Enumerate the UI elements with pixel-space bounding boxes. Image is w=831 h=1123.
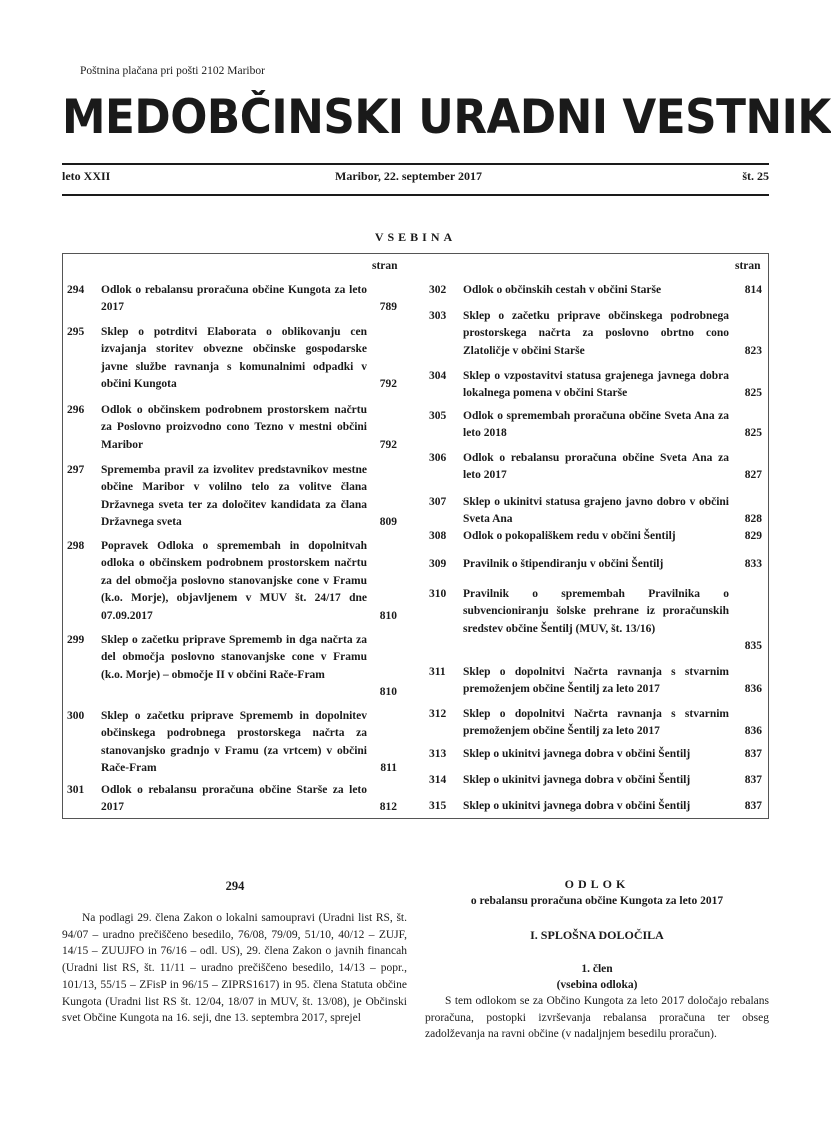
- toc-item[interactable]: [429, 450, 762, 485]
- issue-info-row: [62, 169, 769, 189]
- toc-item[interactable]: [429, 308, 762, 360]
- toc-item-page: 837: [744, 800, 762, 812]
- toc-item[interactable]: [429, 408, 762, 443]
- toc-item[interactable]: [429, 746, 762, 763]
- toc-item-page: 825: [744, 427, 762, 440]
- toc-item-number: 304: [429, 370, 447, 382]
- toc-item[interactable]: [67, 402, 397, 454]
- toc-item-page: 837: [744, 748, 762, 760]
- toc-item-title: Odlok o rebalansu proračuna občine Kungota za leto 2017: [101, 284, 367, 314]
- toc-item-number: 310: [429, 588, 447, 600]
- toc-item-number: 312: [429, 708, 447, 720]
- toc-item-number: 308: [429, 530, 447, 542]
- decree-title: ODLOK: [564, 877, 630, 891]
- toc-item-title: Sklep o dopolnitvi Načrta ravnanja s stvarnim premoženjem občine Šentilj za leto 2017: [463, 708, 729, 738]
- toc-item[interactable]: [67, 462, 397, 532]
- masthead-rule-bottom: [62, 194, 769, 196]
- toc-item-title: Sklep o začetku priprave Sprememb in dopolnitev občinskega podrobnega prostorskega načrta za stanovanjsko gradnjo v Framu (za vrtcem) v občini Rače-Fram: [101, 710, 367, 775]
- toc-item-title: Sprememba pravil za izvolitev predstavnikov mestne občine Maribor v volilno telo za volitve člana Državnega sveta ter za določitev kandidata za člana Državnega sveta: [101, 464, 367, 529]
- toc-item[interactable]: [429, 556, 762, 573]
- toc-item-number: 297: [67, 464, 85, 476]
- postage-note: Poštnina plačana pri pošti 2102 Maribor: [80, 65, 265, 77]
- toc-item-title: Pravilnik o spremembah Pravilnika o subvencioniranju šolske prehrane iz proračunskih sredstev občine Šentilj (MUV, št. 13/16): [463, 588, 729, 635]
- toc-item-page: 829: [744, 530, 762, 542]
- article-clause-text: S tem odlokom se za Občino Kungota za leto 2017 določajo rebalans proračuna, postopki izvrševanja rebalansa proračuna ter obseg zadolževanja na ravni občine (v nadaljnjem besedilu proračun).: [425, 995, 769, 1041]
- toc-item-page: 811: [380, 762, 397, 775]
- article-preamble: Na podlagi 29. člena Zakon o lokalni samoupravi (Uradni list RS, št. 94/07 – uradno prečiščeno besedilo, 76/08, 79/09, 51/10, 40/12 – ZUJF, 14/15 – ZUUJFO in 76/16 – odl. US), 29. člena Zakon o javnih financah (Uradni list RS, št. 11/11 – uradno prečiščeno besedilo, 14/13 – popr., 101/13, 55/15 – ZFisP in 96/15 – ZIPRS1617) in 95. člena Statuta občine Kungota (Uradni list RS št. 12/04, 18/07 in MUV, št. 13/08), je Občinski svet Občine Kungota na 16. seji, dne 13. septembra 2017, sprejel: [62, 912, 407, 1025]
- toc-item-number: 306: [429, 452, 447, 464]
- toc-item-page: 825: [744, 387, 762, 400]
- toc-item-page: 836: [744, 683, 762, 696]
- toc-heading: VSEBINA: [374, 230, 457, 244]
- toc-item[interactable]: [429, 368, 762, 403]
- toc-item-page: 810: [379, 686, 397, 699]
- table-of-contents: [62, 253, 769, 819]
- toc-item-title: Pravilnik o štipendiranju v občini Šentilj: [463, 558, 664, 570]
- toc-item-number: 294: [67, 284, 85, 296]
- toc-item-number: 313: [429, 748, 447, 760]
- toc-item[interactable]: [429, 586, 762, 656]
- article-clause-number: 1. člen: [581, 963, 613, 975]
- toc-item-title: Sklep o ukinitvi javnega dobra v občini Šentilj: [463, 774, 691, 786]
- toc-item-title: Sklep o ukinitvi javnega dobra v občini Šentilj: [463, 748, 691, 760]
- masthead-title: MEDOBČINSKI URADNI VESTNIK: [62, 90, 831, 145]
- decree-subtitle: o rebalansu proračuna občine Kungota za leto 2017: [470, 895, 724, 907]
- toc-item-page: 836: [744, 725, 762, 738]
- toc-item[interactable]: [67, 708, 397, 778]
- toc-item-number: 299: [67, 634, 85, 646]
- issue-number: št. 25: [742, 169, 769, 183]
- toc-item-number: 298: [67, 540, 85, 552]
- toc-item-page: 827: [744, 469, 762, 482]
- toc-item[interactable]: [67, 282, 397, 317]
- issue-year: leto XXII: [62, 169, 111, 183]
- toc-item[interactable]: [67, 632, 397, 702]
- toc-item-title: Sklep o potrditvi Elaborata o oblikovanju cen izvajanja storitev obvezne občinske gospodarske javne službe ravnanja s komunalnimi odpadki v občini Kungota: [101, 326, 367, 391]
- toc-item-title: Sklep o ukinitvi javnega dobra v občini Šentilj: [463, 800, 691, 812]
- toc-item-title: Odlok o rebalansu proračuna občine Starše za leto 2017: [101, 784, 367, 814]
- toc-item-title: Odlok o spremembah proračuna občine Sveta Ana za leto 2018: [463, 410, 729, 440]
- toc-item[interactable]: [67, 538, 397, 625]
- toc-item-number: 315: [429, 800, 447, 812]
- toc-page-col-label-right: stran: [735, 260, 761, 272]
- toc-item[interactable]: [429, 772, 762, 789]
- decree-column: [425, 876, 769, 1043]
- toc-item-page: 789: [379, 301, 397, 314]
- toc-item-number: 311: [429, 666, 446, 678]
- toc-item-page: 835: [744, 640, 762, 653]
- toc-item-number: 301: [67, 784, 85, 796]
- toc-item-title: Sklep o vzpostavitvi statusa grajenega javnega dobra lokalnega pomena v občini Starše: [463, 370, 729, 400]
- toc-item-number: 303: [429, 310, 447, 322]
- masthead-rule-top: [62, 163, 769, 165]
- toc-item-page: 792: [379, 438, 397, 451]
- toc-item-page: 837: [744, 774, 762, 786]
- toc-item-number: 302: [429, 284, 447, 296]
- toc-item[interactable]: [429, 528, 762, 545]
- toc-item-title: Odlok o rebalansu proračuna občine Sveta Ana za leto 2017: [463, 452, 729, 482]
- toc-item-title: Odlok o občinskih cestah v občini Starše: [463, 284, 662, 296]
- toc-item-page: 810: [379, 609, 397, 622]
- toc-item-title: Popravek Odloka o spremembah in dopolnitvah odloka o občinskem podrobnem prostorskem načrtu za del območja poslovno stanovanjske cone v Framu (k.o. Morje), objavljenem v MUV št. 24/17 dne 07.09.2017: [101, 540, 367, 622]
- toc-item[interactable]: [429, 664, 762, 699]
- toc-item[interactable]: [67, 782, 397, 817]
- toc-item[interactable]: [429, 494, 762, 529]
- toc-item[interactable]: [67, 324, 397, 394]
- toc-item[interactable]: [429, 706, 762, 741]
- toc-item-title: Sklep o dopolnitvi Načrta ravnanja s stvarnim premoženjem občine Šentilj za leto 2017: [463, 666, 729, 696]
- toc-item-page: 823: [744, 344, 762, 357]
- toc-item-number: 300: [67, 710, 85, 722]
- toc-item[interactable]: [429, 282, 762, 299]
- toc-item-title: Sklep o začetku priprave Sprememb in dga načrta za del območja poslovno stanovanjske cone v Framu (k.o. Morje) – območje II v občini Rače-Fram: [101, 634, 367, 681]
- toc-item-title: Sklep o ukinitvi statusa grajeno javno dobro v občini Sveta Ana: [463, 496, 729, 526]
- toc-item-number: 295: [67, 326, 85, 338]
- toc-item-title: Odlok o občinskem podrobnem prostorskem načrtu za Poslovno proizvodno cono Tezno v mestni občini Maribor: [101, 404, 367, 451]
- toc-item-page: 812: [379, 801, 397, 814]
- article-clause-subtitle: (vsebina odloka): [556, 979, 638, 991]
- toc-item-title: Sklep o začetku priprave občinskega podrobnega prostorskega načrta za poslovno obrtno cono Zlatoličje v občini Starše: [463, 310, 729, 357]
- chapter-heading: I. SPLOŠNA DOLOČILA: [530, 928, 664, 942]
- toc-item-page: 828: [744, 513, 762, 526]
- toc-item-number: 309: [429, 558, 447, 570]
- issue-date: Maribor, 22. september 2017: [335, 169, 482, 183]
- toc-item[interactable]: [429, 798, 762, 815]
- toc-item-number: 314: [429, 774, 447, 786]
- toc-item-page: 792: [379, 378, 397, 391]
- toc-item-number: 296: [67, 404, 85, 416]
- toc-item-number: 305: [429, 410, 447, 422]
- toc-item-page: 809: [379, 516, 397, 529]
- toc-page-col-label-left: stran: [372, 260, 398, 272]
- toc-item-page: 833: [744, 558, 762, 570]
- toc-item-title: Odlok o pokopališkem redu v občini Šentilj: [463, 530, 676, 542]
- toc-item-page: 814: [744, 284, 762, 296]
- toc-item-number: 307: [429, 496, 447, 508]
- article-number: 294: [225, 879, 245, 893]
